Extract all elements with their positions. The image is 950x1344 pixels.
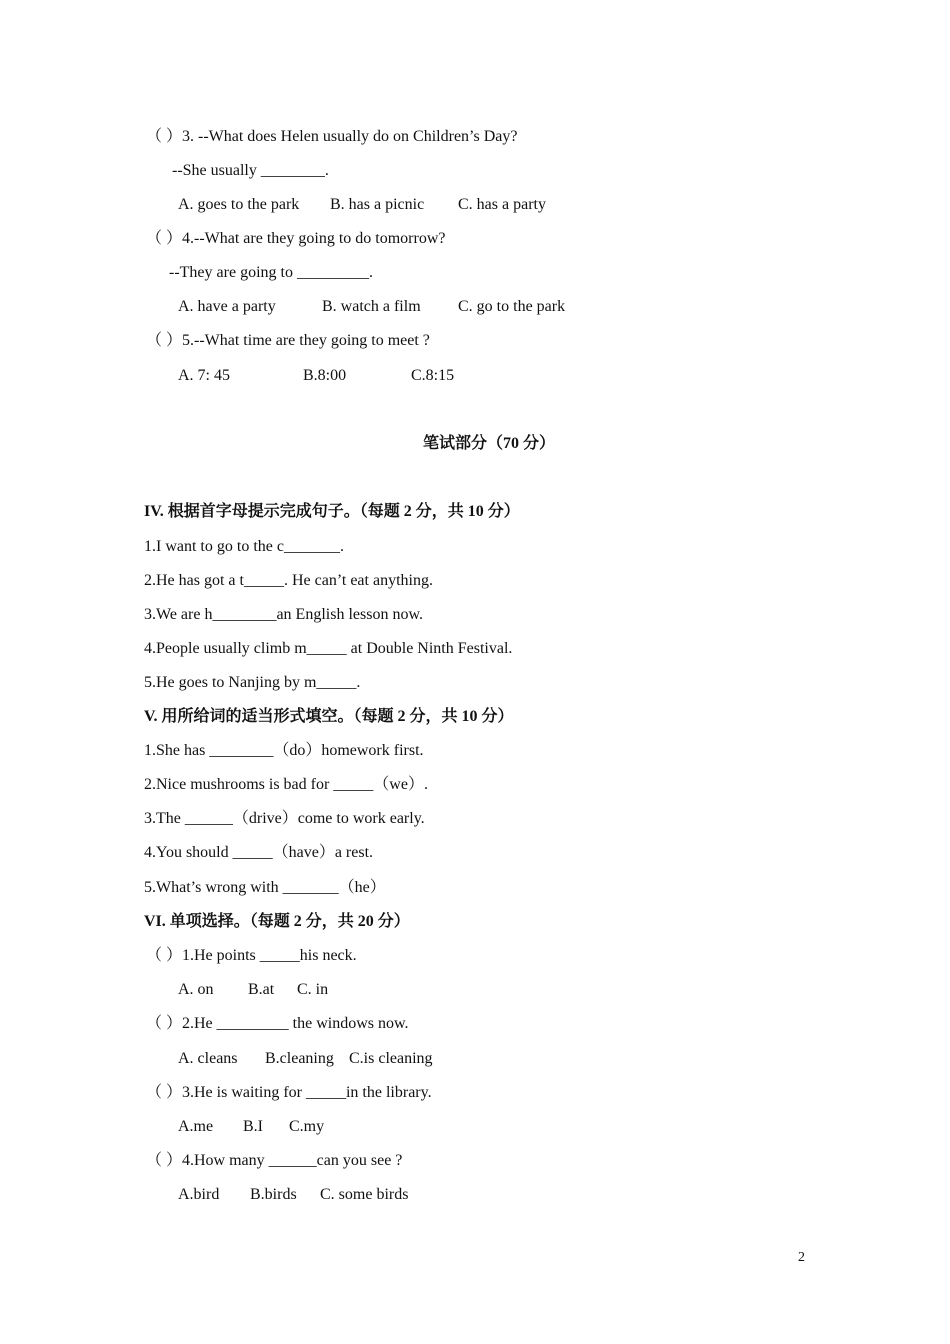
section6-q4-option-c: C. some birds	[320, 1186, 409, 1203]
listening-q3-option-b: B. has a picnic	[330, 196, 425, 213]
listening-q4-answer-line: --They are going to _________.	[169, 264, 373, 281]
section4-item: 1.I want to go to the c_______.	[144, 538, 344, 555]
listening-q4-question: （ ）4.--What are they going to do tomorrow?	[146, 230, 446, 247]
section6-q2-question: （ ）2.He _________ the windows now.	[146, 1015, 409, 1032]
listening-q5-option-b: B.8:00	[303, 367, 347, 384]
section6-q1-option-c: C. in	[297, 981, 329, 998]
section5-heading: V. 用所给词的适当形式填空。（每题 2 分，共 10 分）	[144, 708, 514, 725]
section4-item: 2.He has got a t_____. He can’t eat anything.	[144, 572, 433, 589]
section6-q4-question: （ ）4.How many ______can you see ?	[146, 1152, 403, 1169]
section6-q3-option-b: B.I	[243, 1118, 263, 1135]
section6-q2-option-b: B.cleaning	[265, 1050, 334, 1067]
section6-q4-option-a: A.bird	[178, 1186, 220, 1203]
section5-item: 4.You should _____（have）a rest.	[144, 844, 374, 861]
section4-heading: IV. 根据首字母提示完成句子。（每题 2 分，共 10 分）	[144, 503, 520, 520]
section6-q2-option-a: A. cleans	[178, 1050, 238, 1067]
listening-q3-option-c: C. has a party	[458, 196, 546, 213]
listening-q4-option-a: A. have a party	[178, 298, 276, 315]
listening-q5-option-a: A. 7: 45	[178, 367, 230, 384]
section4-item: 3.We are h________an English lesson now.	[144, 606, 423, 623]
section6-q1-question: （ ）1.He points _____his neck.	[146, 947, 357, 964]
section6-q3-option-a: A.me	[178, 1118, 214, 1135]
section5-item: 2.Nice mushrooms is bad for _____（we）.	[144, 776, 428, 793]
written-section-title: 笔试部分（70 分）	[422, 435, 555, 452]
listening-q3-answer-line: --She usually ________.	[172, 162, 329, 179]
listening-q3-option-a: A. goes to the park	[178, 196, 300, 213]
section5-item: 5.What’s wrong with _______（he）	[144, 879, 386, 896]
listening-q3-question: （ ）3. --What does Helen usually do on Children’s Day?	[146, 128, 518, 145]
listening-q4-option-b: B. watch a film	[322, 298, 421, 315]
section4-item: 5.He goes to Nanjing by m_____.	[144, 674, 361, 691]
section6-q3-option-c: C.my	[289, 1118, 325, 1135]
section4-item: 4.People usually climb m_____ at Double Ninth Festival.	[144, 640, 513, 657]
page-number: 2	[798, 1250, 805, 1265]
listening-q5-option-c: C.8:15	[411, 367, 455, 384]
section6-q4-option-b: B.birds	[250, 1186, 297, 1203]
section6-heading: VI. 单项选择。（每题 2 分，共 20 分）	[144, 913, 410, 930]
section6-q1-option-a: A. on	[178, 981, 214, 998]
section6-q3-question: （ ）3.He is waiting for _____in the library.	[146, 1084, 432, 1101]
section5-item: 1.She has ________（do）homework first.	[144, 742, 424, 759]
section6-q1-option-b: B.at	[248, 981, 275, 998]
section5-item: 3.The ______（drive）come to work early.	[144, 810, 425, 827]
section6-q2-option-c: C.is cleaning	[349, 1050, 433, 1067]
listening-q5-question: （ ）5.--What time are they going to meet ?	[146, 332, 430, 349]
listening-q4-option-c: C. go to the park	[458, 298, 566, 315]
